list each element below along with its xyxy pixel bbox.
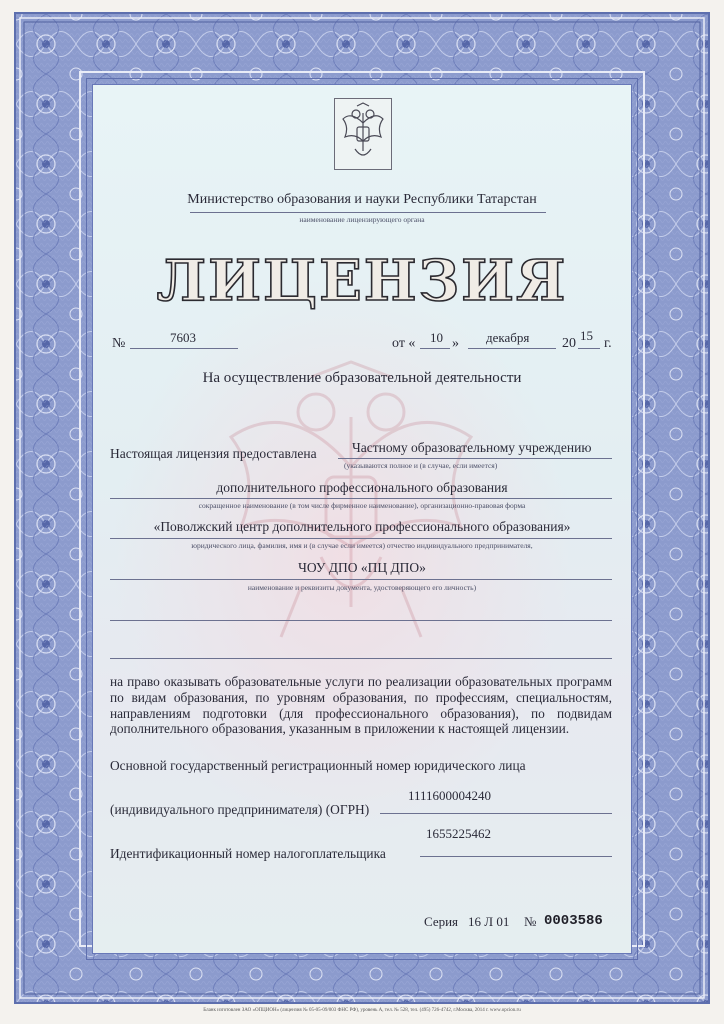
date-day: 10 xyxy=(430,330,443,345)
grantee-underline-4 xyxy=(110,579,612,580)
inn-value: 1655225462 xyxy=(426,826,491,841)
grantee-underline-1 xyxy=(338,458,612,459)
grantee-caption-2: сокращенное наименование (в том числе фирменное наименование), организационно-правовая форма xyxy=(198,501,526,510)
ogrn-underline xyxy=(380,813,612,814)
grantee-label: Настоящая лицензия предоставлена xyxy=(110,446,317,461)
license-purpose: На осуществление образовательной деятельности xyxy=(202,370,522,386)
series-value: 16 Л 01 xyxy=(468,914,510,929)
blank-line-2 xyxy=(110,658,612,659)
date-month: декабря xyxy=(486,330,530,345)
series-label: Серия xyxy=(424,914,459,929)
year-prefix: 20 xyxy=(562,336,576,351)
year-underline xyxy=(578,348,600,349)
blank-line-1 xyxy=(110,620,612,621)
grantee-line-2: дополнительного профессионального образования xyxy=(216,480,508,495)
date-prefix: от « xyxy=(392,336,416,351)
ministry-underline xyxy=(190,212,546,213)
grantee-line-3: «Поволжский центр дополнительного профессионального образования» xyxy=(153,519,571,534)
series-number-label: № xyxy=(524,914,537,929)
ministry-name: Министерство образования и науки Республики Татарстан xyxy=(187,192,537,207)
inn-underline xyxy=(420,856,612,857)
year-suffix: 15 xyxy=(580,328,593,343)
grantee-line-1: Частному образовательному учреждению xyxy=(352,440,592,455)
grantee-caption-3: юридического лица, фамилия, имя и (в случае если имеется) отчество индивидуального предпринимателя, xyxy=(191,541,533,550)
grantee-caption-1: (указываются полное и (в случае, если имеется) xyxy=(344,461,498,470)
ogrn-label-1: Основной государственный регистрационный номер юридического лица xyxy=(110,758,526,773)
grantee-underline-3 xyxy=(110,538,612,539)
year-end: г. xyxy=(604,336,612,351)
day-close: » xyxy=(452,336,459,351)
printer-footer: Бланк изготовлен ЗАО «ОПЦИОН» (лицензия № 05-05-09/003 ФНС РФ), уровень А, тел. № 528, тел. (495) 726-4742, г.Москва, 2014 г. www.opcion.ru xyxy=(203,1008,521,1013)
number-underline xyxy=(130,348,238,349)
number-label: № xyxy=(112,336,126,351)
russian-coat-of-arms-icon xyxy=(334,98,392,170)
series-number: 0003586 xyxy=(544,913,603,929)
grantee-line-4: ЧОУ ДПО «ПЦ ДПО» xyxy=(298,560,426,575)
license-number: 7603 xyxy=(170,330,196,345)
rights-paragraph: на право оказывать образовательные услуги по реализации образовательных программ по видам образования, по уровням образования, по профессиям, специальностям, направлениям подготовки (для профессионального образования), по подвидам дополнительного образования, указанным в приложении к настоящей лицензии. xyxy=(110,674,612,737)
ministry-caption: наименование лицензирующего органа xyxy=(299,215,425,224)
inn-label: Идентификационный номер налогоплательщика xyxy=(110,846,386,861)
month-underline xyxy=(468,348,556,349)
ogrn-label-2: (индивидуального предпринимателя) (ОГРН) xyxy=(110,802,370,817)
document-title: ЛИЦЕНЗИЯ xyxy=(156,248,568,314)
grantee-caption-4: наименование и реквизиты документа, удостоверяющего его личность) xyxy=(247,583,477,592)
day-underline xyxy=(420,348,450,349)
ogrn-value: 1111600004240 xyxy=(408,788,492,803)
grantee-underline-2 xyxy=(110,498,612,499)
